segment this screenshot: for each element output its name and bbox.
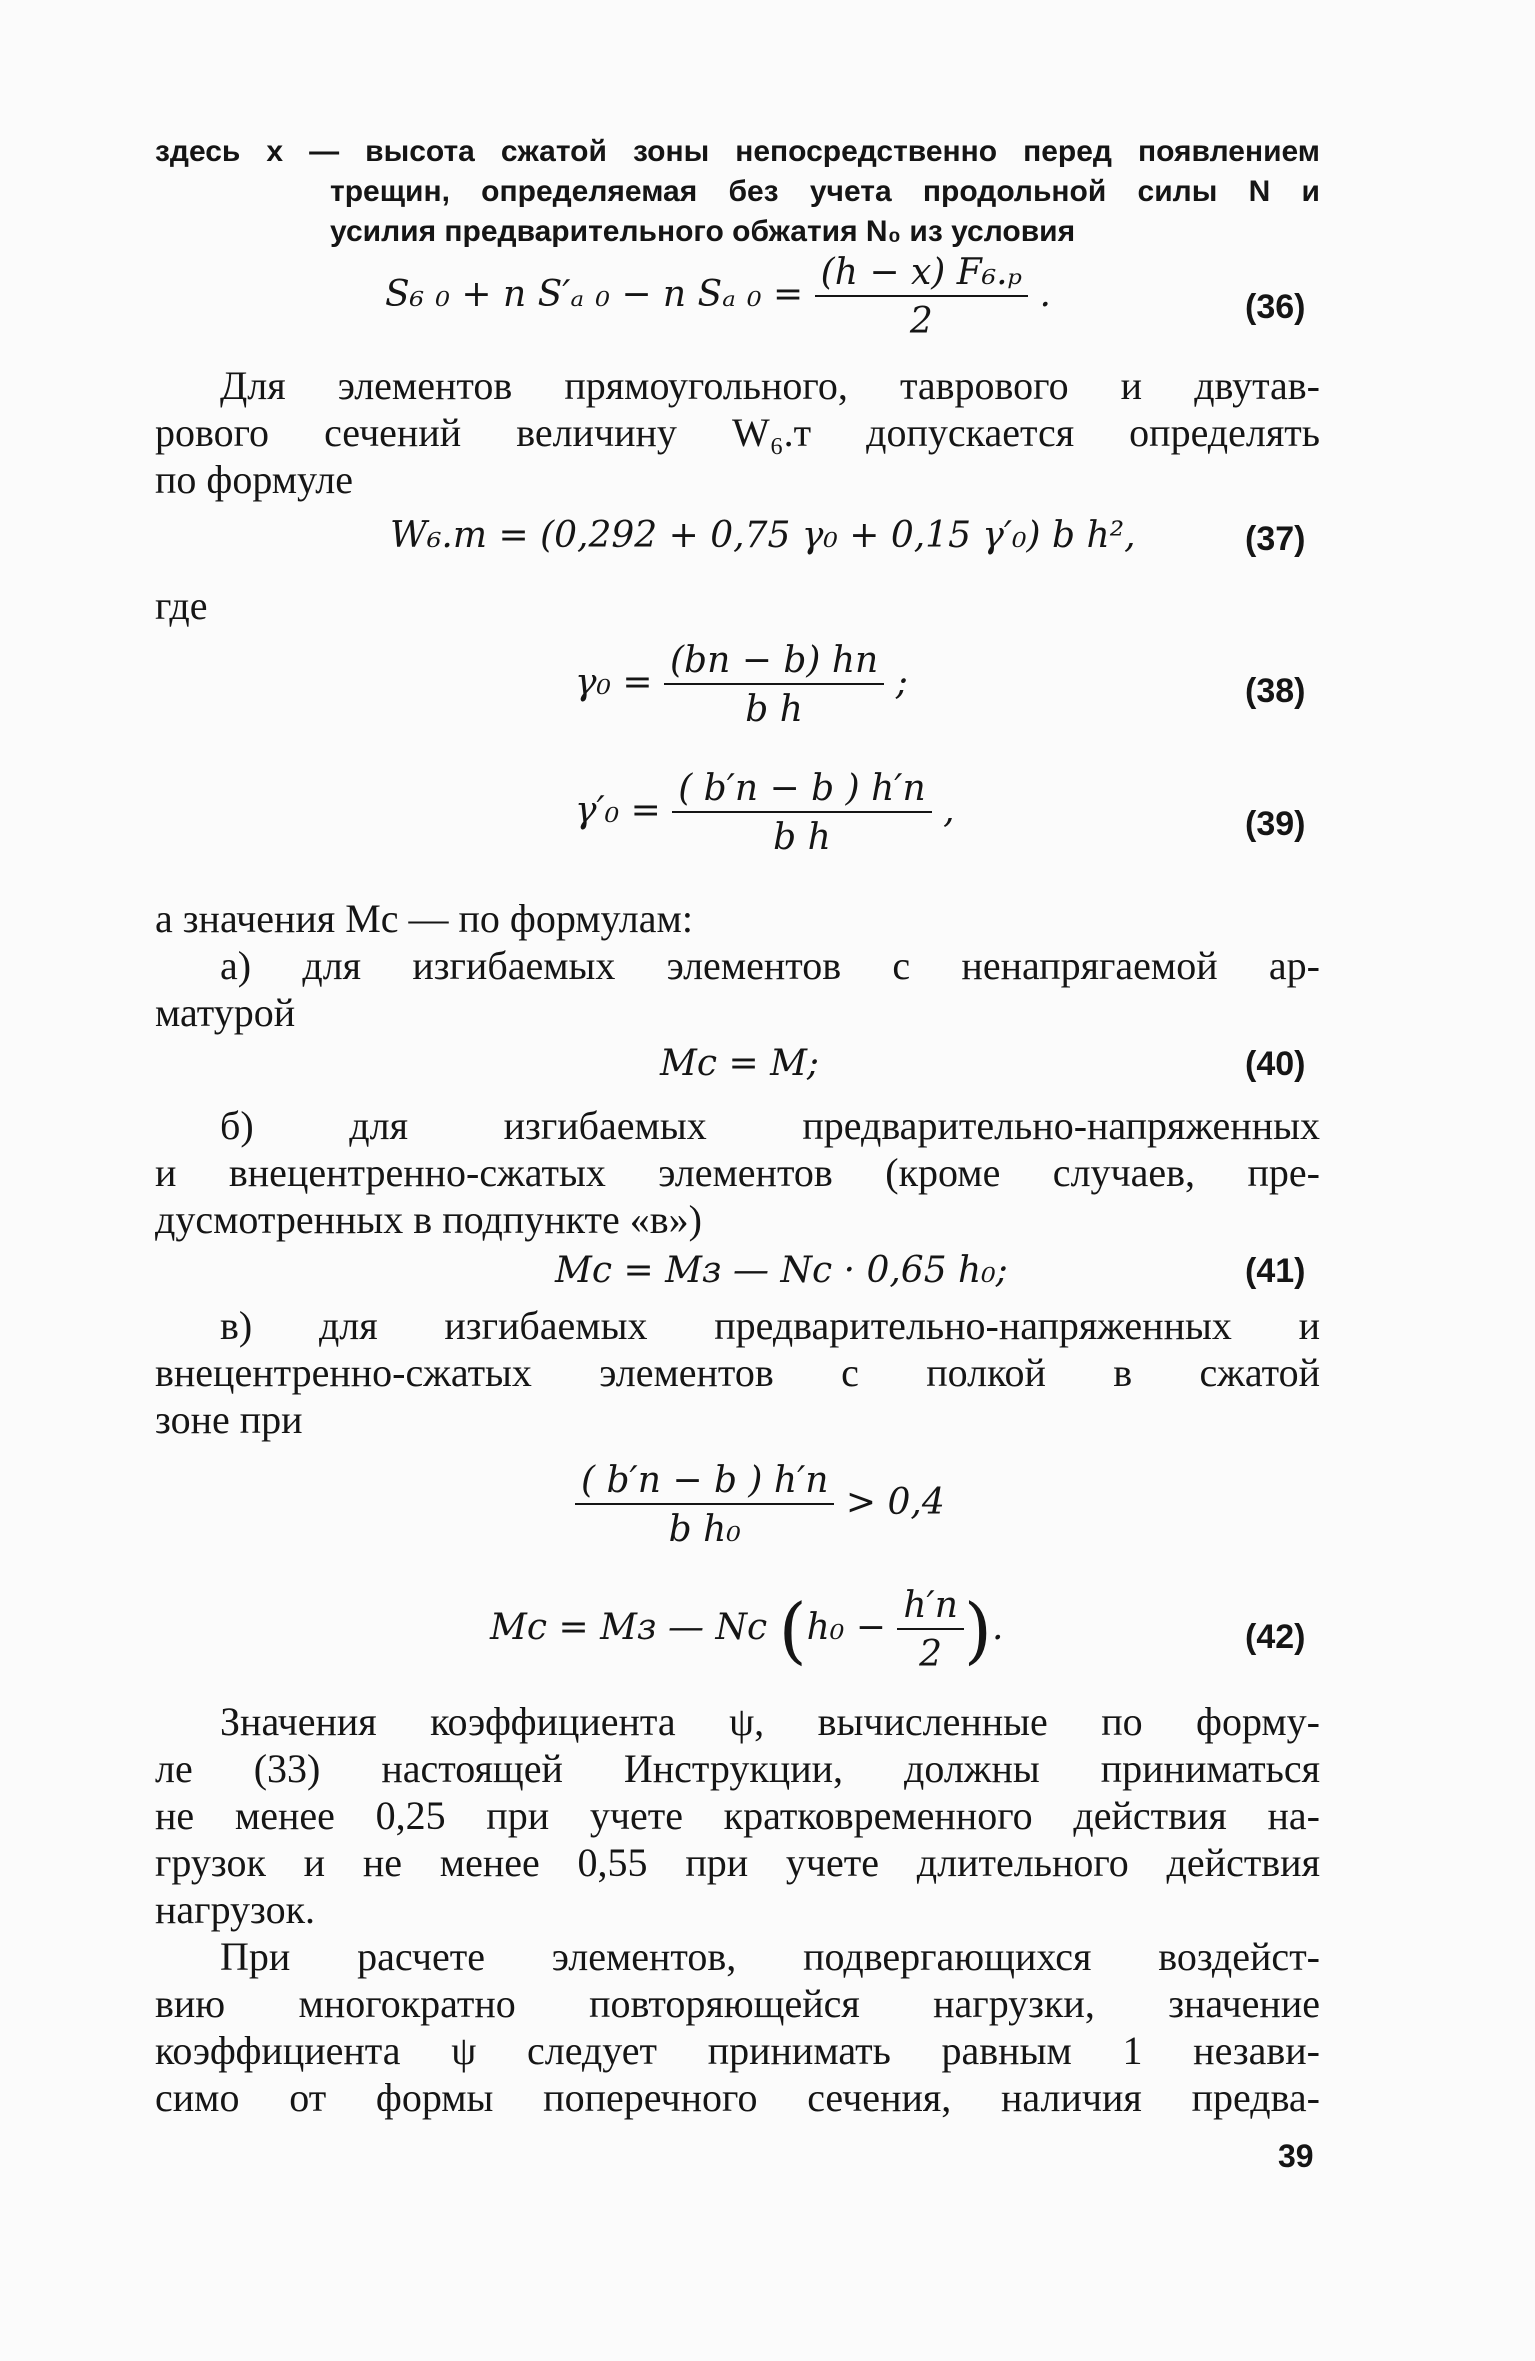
- eq36-fraction: [815, 252, 1028, 342]
- eq42-fraction: [897, 1585, 964, 1675]
- eq42-lhs: Mс = Mз — Nс: [490, 1607, 768, 1648]
- equation-40: Mс = M;: [660, 1043, 820, 1084]
- para2-lead: а значения Mс — по формулам:: [155, 896, 693, 941]
- where-label: где: [155, 583, 208, 628]
- eq36-denominator: 2: [815, 295, 1028, 342]
- para5-line-5: нагрузок.: [155, 1887, 316, 1932]
- eq39-numerator: ( b′п − b ) h′п: [678, 768, 926, 809]
- condition-inequality: [575, 1460, 945, 1550]
- eq42-numerator: h′п: [903, 1585, 958, 1626]
- equation-40-number: (40): [1245, 1045, 1306, 1083]
- equation-39-number: (39): [1245, 805, 1306, 843]
- intro-line-1: здесь x — высота сжатой зоны непосредственно перед появлением: [155, 135, 1320, 168]
- para3-line-1: б) для изгибаемых предварительно-напряженных: [220, 1103, 1320, 1148]
- eq39-denominator: b h: [672, 811, 931, 858]
- equation-36: [385, 252, 1051, 342]
- para5-line-1: Значения коэффициента ψ, вычисленные по форму-: [220, 1699, 1320, 1744]
- eq42-close-paren: ): [963, 1588, 992, 1672]
- condition-numerator: ( b′п − b ) h′п: [581, 1460, 829, 1501]
- para3-line-3: дусмотренных в подпункте «в»): [155, 1197, 702, 1242]
- para6-line-2: вию многократно повторяющейся нагрузки, значение: [155, 1981, 1320, 2026]
- eq39-fraction: [672, 768, 931, 858]
- para5-line-3: не менее 0,25 при учете кратковременного действия на-: [155, 1793, 1320, 1838]
- para4-line-3: зоне при: [155, 1397, 303, 1442]
- eq38-numerator: (bп − b) hп: [670, 640, 879, 681]
- para5-line-4: грузок и не менее 0,55 при учете длительного действия: [155, 1840, 1320, 1885]
- eq39-lhs: γ′₀ =: [575, 790, 661, 831]
- para6-line-4: симо от формы поперечного сечения, наличия предва-: [155, 2075, 1320, 2120]
- eq36-numerator: (h − x) F₆.ₚ: [820, 252, 1022, 293]
- eq42-tail: .: [992, 1607, 1004, 1648]
- equation-38: [575, 640, 908, 730]
- para1-line-3: по формуле: [155, 457, 353, 502]
- para1-line-1: Для элементов прямоугольного, таврового и двутав-: [220, 363, 1320, 408]
- eq42-denominator: 2: [897, 1628, 964, 1675]
- equation-38-number: (38): [1245, 672, 1306, 710]
- eq38-lhs: γ₀ =: [575, 662, 653, 703]
- para6-line-3: коэффициента ψ следует принимать равным 1 незави-: [155, 2028, 1320, 2073]
- equation-41: Mс = Mз — Nс · 0,65 h₀;: [555, 1250, 1008, 1291]
- eq36-lhs: S₆ ₀ + n S′ₐ ₀ − n Sₐ ₀ =: [385, 274, 804, 315]
- para4-line-1: в) для изгибаемых предварительно-напряженных и: [220, 1303, 1320, 1348]
- eq39-tail: ,: [943, 790, 955, 831]
- para6-line-1: При расчете элементов, подвергающихся воздейст-: [220, 1934, 1320, 1979]
- intro-line-2: трещин, определяемая без учета продольной силы N и: [330, 175, 1320, 208]
- eq38-tail: ;: [895, 662, 908, 703]
- equation-41-number: (41): [1245, 1252, 1306, 1290]
- para3-line-2: и внецентренно-сжатых элементов (кроме случаев, пре-: [155, 1150, 1320, 1195]
- para2-a-line-2: матурой: [155, 990, 296, 1035]
- equation-37-number: (37): [1245, 520, 1306, 558]
- para5-line-2: ле (33) настоящей Инструкции, должны приниматься: [155, 1746, 1320, 1791]
- equation-42: [490, 1585, 1003, 1675]
- intro-line-3: усилия предварительного обжатия N₀ из условия: [330, 215, 1076, 248]
- condition-denominator: b h₀: [575, 1503, 834, 1550]
- equation-42-number: (42): [1245, 1618, 1306, 1656]
- equation-36-number: (36): [1245, 288, 1306, 326]
- equation-39: [575, 768, 955, 858]
- condition-fraction: [575, 1460, 834, 1550]
- para1-line-2: рового сечений величину W₆.т допускается определять: [155, 410, 1320, 455]
- condition-tail: > 0,4: [845, 1482, 945, 1523]
- eq42-open-paren: (: [778, 1588, 807, 1672]
- para4-line-2: внецентренно-сжатых элементов с полкой в сжатой: [155, 1350, 1320, 1395]
- eq36-tail: .: [1039, 274, 1051, 315]
- eq38-fraction: [664, 640, 884, 730]
- equation-37: W₆.т = (0,292 + 0,75 γ₀ + 0,15 γ′₀) b h²,: [390, 515, 1136, 556]
- eq38-denominator: b h: [664, 683, 884, 730]
- page-number: 39: [1278, 2138, 1314, 2174]
- para2-a-line-1: а) для изгибаемых элементов с ненапрягаемой ар-: [220, 943, 1320, 988]
- eq42-inner: h₀ −: [806, 1607, 886, 1648]
